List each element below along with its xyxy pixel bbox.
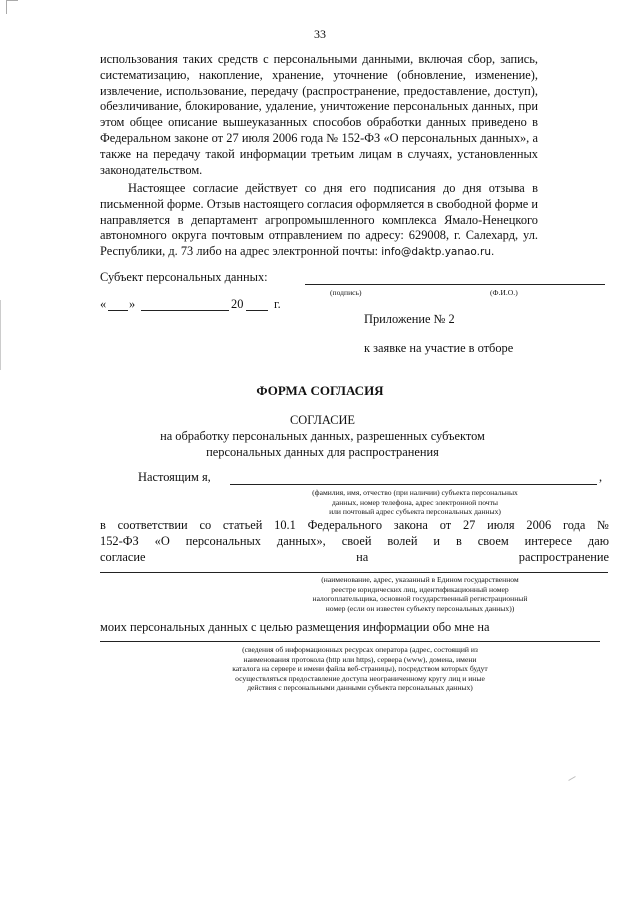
paragraph-processing-methods: использования таких средств с персональными данными, включая сбор, запись, систематизацию, накопление, хранение, уточнение (обновление, изменение), извлечение, использование, передачу (распространение, предоставление, доступ), обезличивание, блокирование, удаление, уничтожение персональных данных, при этом общее описание вышеуказанных способов обработки данных приведено в Федеральном законе от 27 июля 2006 года № 152-ФЗ «О персональных данных», а также на передачу такой информации третьим лицам в случаях, установленных законодательством. — [100, 52, 538, 177]
scan-artifact — [6, 0, 7, 14]
operator-caption-line-2: реестре юридических лиц, идентификационный номер — [331, 584, 509, 594]
consent-heading: СОГЛАСИЕ — [290, 413, 355, 427]
form-title: ФОРМА СОГЛАСИЯ — [256, 383, 384, 398]
date-day-line[interactable] — [108, 310, 128, 311]
date-year-line[interactable] — [246, 310, 268, 311]
law-line-1 — [100, 518, 609, 533]
signature-caption: (подпись) — [330, 288, 362, 297]
law-line-2: 152-ФЗ «О персональных данных», своей волей и в своем интересе даю — [100, 534, 609, 548]
purpose-line: моих персональных данных с целью размещения информации обо мне на — [100, 620, 490, 634]
signature-line[interactable] — [305, 284, 605, 285]
person-caption-line-2: данных, номер телефона, адрес электронной почты — [331, 497, 499, 507]
date-year-prefix: 20 — [231, 297, 244, 311]
scan-artifact — [6, 0, 18, 1]
appendix-title: Приложение № 2 — [364, 312, 455, 326]
person-comma: , — [599, 470, 603, 484]
person-row — [138, 470, 608, 488]
operator-caption-line-1: (наименование, адрес, указанный в Едином государственном — [321, 575, 519, 584]
paragraph-validity — [100, 181, 538, 261]
law-line-3 — [100, 550, 609, 565]
person-line[interactable] — [230, 484, 597, 485]
person-caption — [270, 488, 560, 517]
i-label: Настоящим я, — [138, 470, 211, 484]
date-quote-close: » — [129, 297, 136, 311]
subject-signature-row — [100, 270, 605, 288]
resource-caption — [150, 645, 570, 693]
person-caption-line-3: или почтовый адрес субъекта персональных данных) — [329, 507, 501, 517]
resource-caption-line-5: действия с персональными данными субъекта персональных данных) — [247, 683, 473, 693]
law-word-consent: согласие — [100, 550, 146, 564]
page-number: 33 — [314, 27, 326, 41]
scan-artifact — [0, 300, 1, 370]
consent-heading-block — [100, 413, 545, 460]
operator-caption — [270, 575, 570, 613]
resource-caption-line-2: наименования протокола (http или https), сервера (www), домена, имени — [243, 654, 477, 664]
validity-text: Настоящее согласие действует со дня его подписания до дня отзыва в письменной форме. Отзыв настоящего согласия оформляется в свободной форме и направляется в департамент агропромышленного комплекса Ямало-Ненецкого автономного округа почтовым отправлением по адресу: 629008, г. Салехард, ул. Республики, д. 73 либо на адрес электронной почты: — [100, 181, 539, 259]
resource-caption-line-4: осуществляться предоставление доступа неограниченному кругу лиц и иные — [235, 673, 485, 683]
law-line-1-text: в соответствии со статьей 10.1 Федерального закона от 27 июля 2006 года № — [100, 518, 609, 532]
consent-subheading-line-2: персональных данных для распространения — [206, 444, 439, 459]
resource-line[interactable] — [100, 641, 600, 642]
date-suffix: г. — [274, 297, 281, 311]
scan-artifact — [568, 776, 575, 781]
operator-caption-line-4: номер (если он известен субъекту персональных данных)) — [325, 603, 515, 613]
consent-subheading-line-1: на обработку персональных данных, разрешенных субъектом — [160, 428, 485, 443]
law-word-distribution: распространение — [518, 550, 609, 564]
subject-label: Субъект персональных данных: — [100, 270, 268, 284]
person-caption-line-1: (фамилия, имя, отчество (при наличии) субъекта персональных — [312, 488, 518, 497]
date-row — [100, 297, 300, 315]
resource-caption-line-3: каталога на сервере и имени файла веб-страницы), посредством которых будут — [232, 664, 488, 674]
operator-caption-line-3: налогоплательщика, основной государственный регистрационный — [312, 594, 528, 604]
email-address: info@daktp.yanao.ru. — [381, 246, 495, 259]
date-month-line[interactable] — [141, 310, 229, 311]
appendix-subtitle: к заявке на участие в отборе — [364, 341, 514, 355]
law-word-on: на — [356, 550, 369, 564]
operator-line[interactable] — [100, 572, 608, 573]
date-quote-open: « — [100, 297, 107, 311]
fio-caption: (Ф.И.О.) — [490, 288, 518, 297]
resource-caption-line-1: (сведения об информационных ресурсах оператора (адрес, состоящий из — [242, 645, 478, 654]
